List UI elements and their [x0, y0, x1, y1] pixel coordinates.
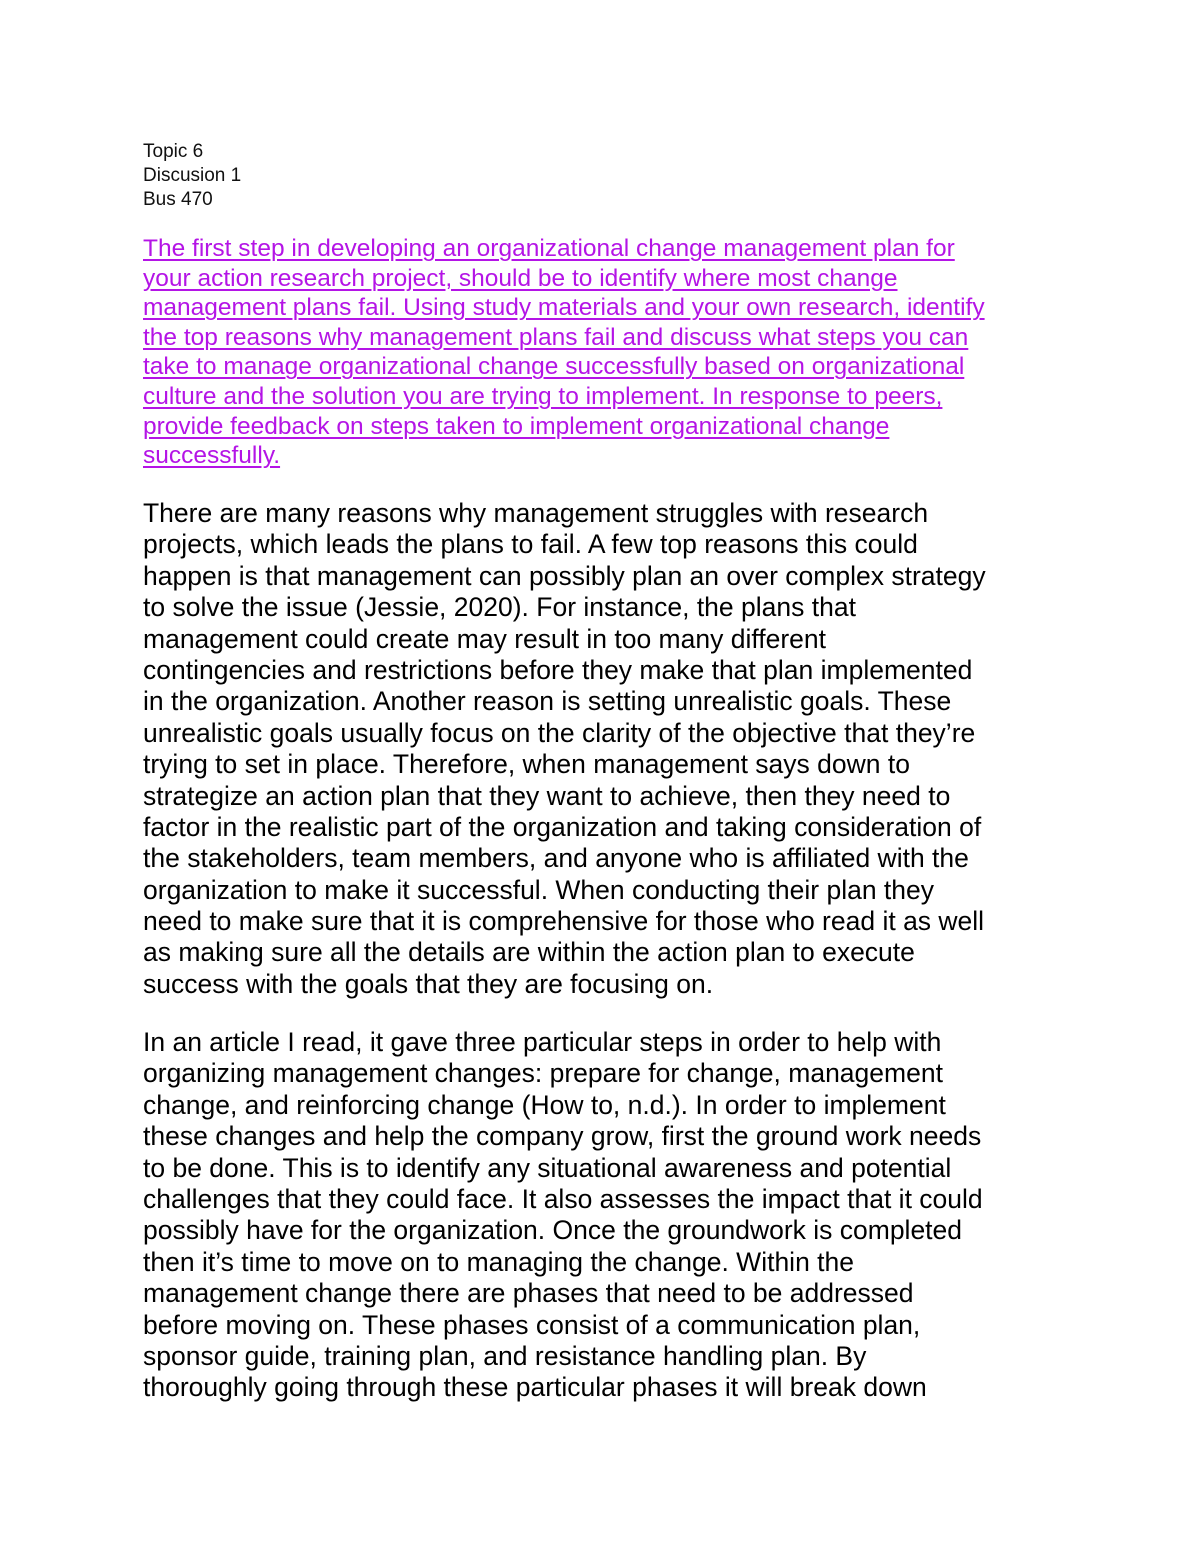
paragraph-line: unrealistic goals usually focus on the clarity of the objective that they’re — [143, 717, 976, 748]
paragraph-line: need to make sure that it is comprehensive for those who read it as well — [143, 906, 985, 937]
paragraph-line: In an article I read, it gave three particular steps in order to help with — [143, 1027, 942, 1057]
paragraph-line: challenges that they could face. It also assesses the impact that it could — [143, 1183, 983, 1214]
paragraph-line: organizing management changes: prepare for change, management — [143, 1058, 943, 1089]
paragraph-line: thoroughly going through these particular phases it will break down — [143, 1372, 927, 1403]
paragraph-line: factor in the realistic part of the organization and taking consideration of — [143, 811, 982, 842]
paragraph-line: There are many reasons why management struggles with research — [143, 498, 929, 528]
paragraph-line: change, and reinforcing change (How to, n.d.). In order to implement — [143, 1089, 946, 1120]
paragraph-line: happen is that management can possibly plan an over complex strategy — [143, 560, 986, 591]
paragraph-line: in the organization. Another reason is setting unrealistic goals. These — [143, 686, 952, 717]
paragraph-line: trying to set in place. Therefore, when management says down to — [143, 749, 910, 780]
paragraph-line: as making sure all the details are within the action plan to execute — [143, 937, 915, 968]
discussion-prompt — [143, 234, 1053, 471]
paragraph-line: success with the goals that they are focusing on. — [143, 968, 714, 999]
document-header — [143, 140, 543, 212]
paragraph-line: then it’s time to move on to managing the change. Within the — [143, 1246, 855, 1277]
prompt-line: successfully. — [143, 442, 281, 470]
paragraph-line: the stakeholders, team members, and anyone who is affiliated with the — [143, 843, 969, 874]
discussion-label: Discusion 1 — [143, 165, 242, 186]
body-paragraph-1 — [143, 498, 1068, 1000]
prompt-line: your action research project, should be to identify where most change — [143, 264, 898, 292]
prompt-line: the top reasons why management plans fail and discuss what steps you can — [143, 323, 969, 351]
paragraph-line: management could create may result in too many different — [143, 623, 826, 654]
prompt-line: culture and the solution you are trying to implement. In response to peers, — [143, 382, 943, 410]
topic-label: Topic 6 — [143, 141, 204, 162]
paragraph-line: these changes and help the company grow, first the ground work needs — [143, 1121, 982, 1152]
paragraph-line: strategize an action plan that they want to achieve, then they need to — [143, 780, 951, 811]
prompt-line: management plans fail. Using study materials and your own research, identify — [143, 294, 985, 322]
paragraph-line: to be done. This is to identify any situational awareness and potential — [143, 1152, 952, 1183]
body-paragraph-2 — [143, 1027, 1068, 1404]
paragraph-line: organization to make it successful. When conducting their plan they — [143, 874, 935, 905]
prompt-line: take to manage organizational change successfully based on organizational — [143, 353, 965, 381]
paragraph-line: possibly have for the organization. Once the groundwork is completed — [143, 1215, 963, 1246]
paragraph-line: projects, which leads the plans to fail. A few top reasons this could — [143, 529, 918, 560]
prompt-line: provide feedback on steps taken to implement organizational change — [143, 412, 890, 440]
paragraph-line: to solve the issue (Jessie, 2020). For instance, the plans that — [143, 592, 856, 623]
paragraph-line: sponsor guide, training plan, and resistance handling plan. By — [143, 1340, 867, 1371]
paragraph-line: contingencies and restrictions before they make that plan implemented — [143, 654, 973, 685]
course-label: Bus 470 — [143, 189, 213, 210]
paragraph-line: before moving on. These phases consist of a communication plan, — [143, 1309, 921, 1340]
paragraph-line: management change there are phases that need to be addressed — [143, 1278, 914, 1309]
prompt-line: The first step in developing an organizational change management plan for — [143, 235, 955, 262]
